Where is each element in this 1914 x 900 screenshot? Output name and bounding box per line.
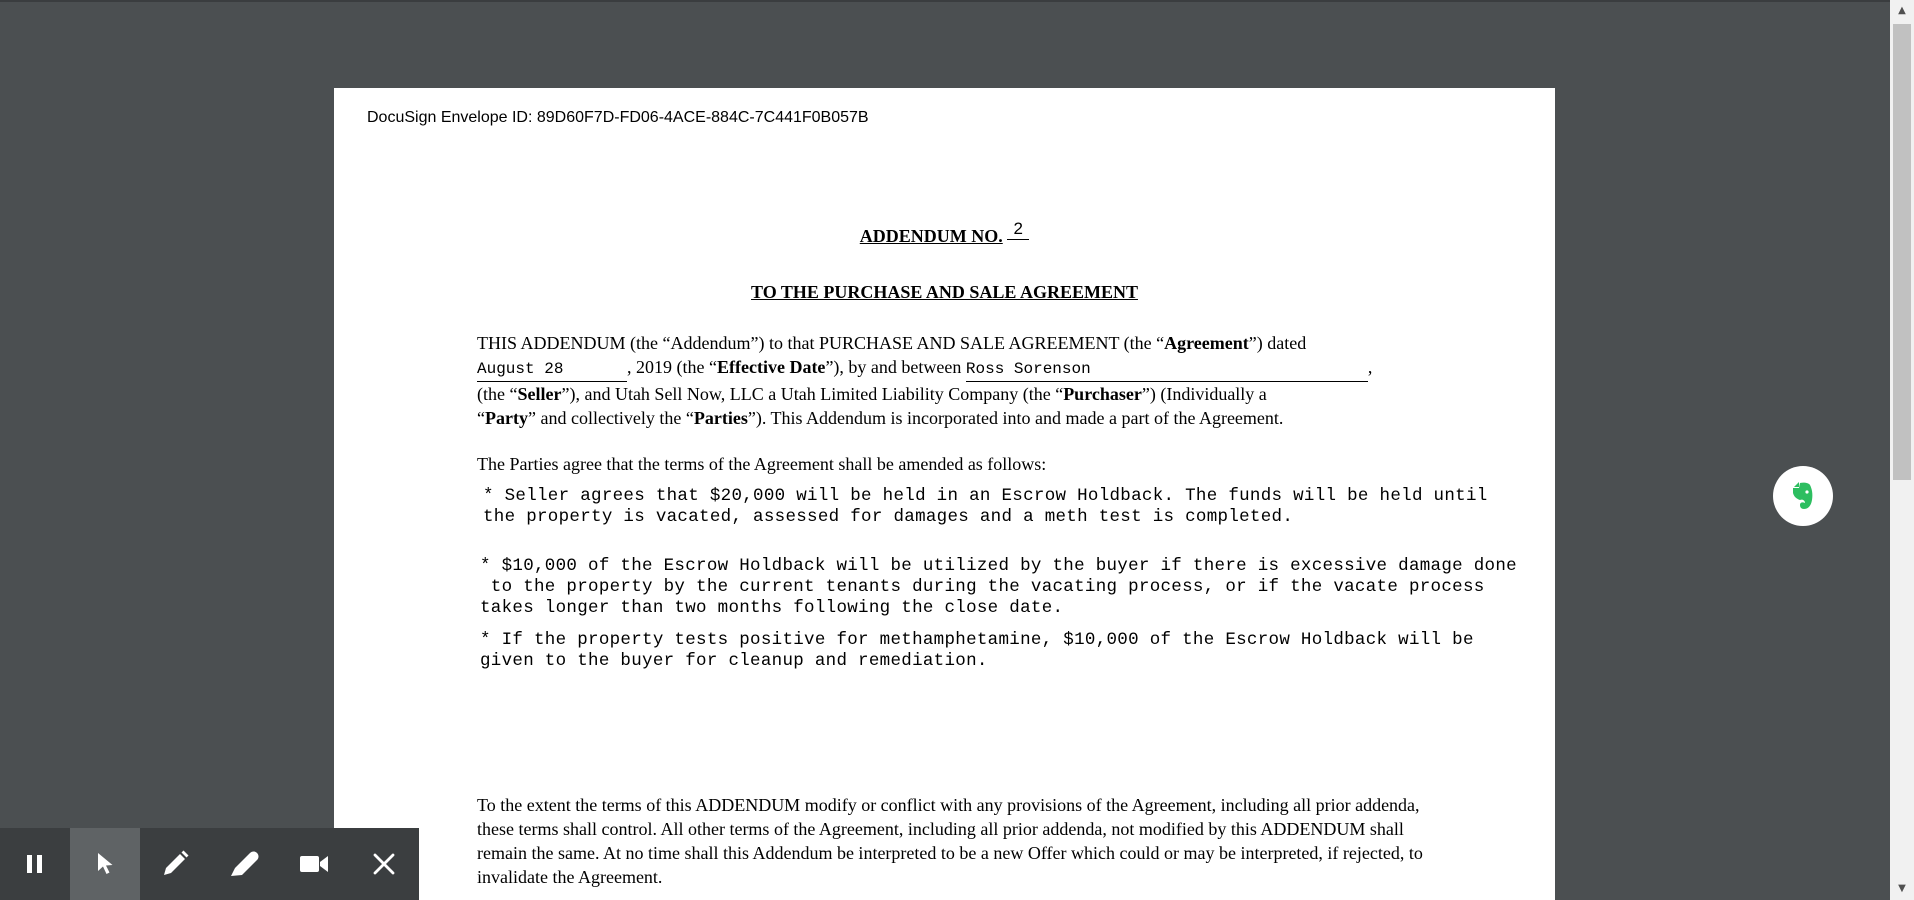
close-button[interactable]	[349, 828, 419, 900]
term-bullet-2: * $10,000 of the Escrow Holdback will be utilized by the buyer if there is excessive damage done to the property by the current tenants during the vacating process, or if the vacate process takes longer than two months following the close date.	[480, 556, 1517, 618]
agreement-subtitle: TO THE PURCHASE AND SALE AGREEMENT	[751, 282, 1138, 302]
closing-paragraph: To the extent the terms of this ADDENDUM modify or conflict with any provisions of the Agreement, including all prior addenda, these terms shall control. All other terms of the Agreement, including all prior addenda, not modified by this ADDENDUM shall remain the same. At no time shall this Addendum be interpreted to be a new Offer which could or may be interpreted, if rejected, to invalidate the Agreement.	[477, 795, 1423, 887]
date-field: August 28	[477, 357, 627, 382]
pointer-icon	[93, 851, 117, 877]
seller-field: Ross Sorenson	[966, 357, 1368, 382]
addendum-number: 2	[1007, 219, 1029, 240]
vertical-scrollbar[interactable]	[1890, 0, 1914, 900]
evernote-icon	[1788, 480, 1818, 512]
pause-button[interactable]	[0, 828, 70, 900]
scroll-down-arrow[interactable]: ▼	[1898, 883, 1906, 894]
addendum-title	[334, 219, 1555, 248]
highlighter-button[interactable]	[209, 828, 279, 900]
scroll-thumb[interactable]	[1893, 24, 1911, 480]
addendum-title-text: ADDENDUM NO.	[859, 226, 1003, 246]
scroll-up-arrow[interactable]: ▲	[1898, 5, 1906, 16]
pen-icon	[160, 849, 190, 879]
envelope-id: DocuSign Envelope ID: 89D60F7D-FD06-4ACE-884C-7C441F0B057B	[367, 109, 869, 126]
amend-intro: The Parties agree that the terms of the Agreement shall be amended as follows:	[477, 454, 1047, 474]
term-bullet-3: * If the property tests positive for methamphetamine, $10,000 of the Escrow Holdback will be given to the buyer for cleanup and remediation.	[480, 630, 1474, 671]
camera-icon	[299, 853, 329, 875]
camera-button[interactable]	[279, 828, 349, 900]
evernote-button[interactable]	[1773, 466, 1833, 526]
document-page	[334, 88, 1555, 900]
top-border	[0, 0, 1890, 2]
annotation-toolbar	[0, 828, 419, 900]
highlighter-icon	[228, 849, 260, 879]
pointer-button[interactable]	[70, 828, 140, 900]
pause-icon	[23, 852, 47, 876]
pen-button[interactable]	[140, 828, 210, 900]
intro-paragraph: THIS ADDENDUM (the “Addendum”) to that PURCHASE AND SALE AGREEMENT (the “Agreement”) dated August 28 , 2019 (the “Effective Date”), by and between Ross Sorenson , (the “Seller”), and Utah Sell Now, LLC a Utah Limited Liability Company (the “Purchaser”) (Individually a “Party” and collectively the “Parties”). This Addendum is incorporated into and made a part of the Agreement.	[477, 333, 1373, 428]
close-icon	[372, 852, 396, 876]
term-bullet-1: * Seller agrees that $20,000 will be held in an Escrow Holdback. The funds will be held until the property is vacated, assessed for damages and a meth test is completed.	[483, 486, 1488, 527]
